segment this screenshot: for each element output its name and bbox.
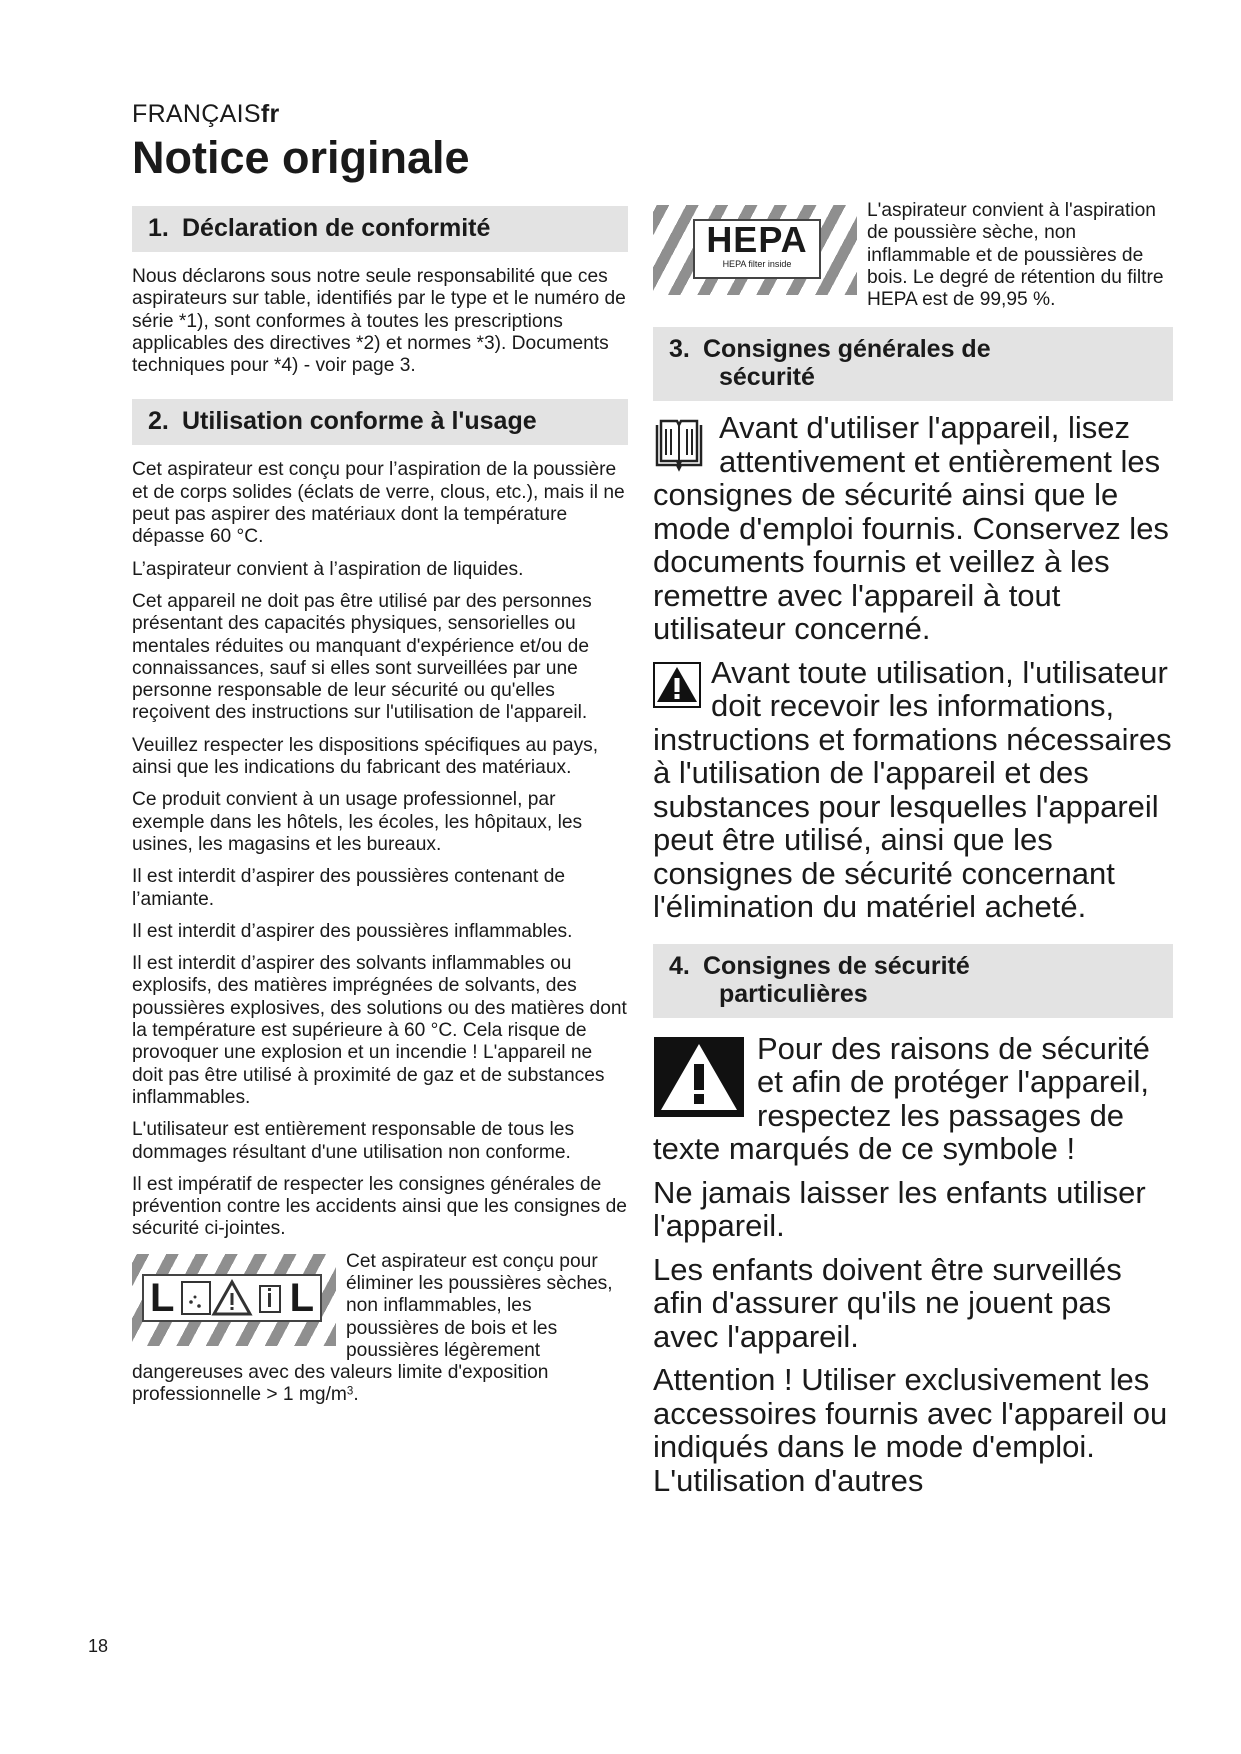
right-column — [653, 200, 1173, 1507]
l-class-text-body: Cet aspirateur est conçu pour éliminer les poussières sèches, non inflammables, les poussières de bois et les poussières légèrement dangereuses avec des valeurs limite d'exposition professionnelle > 1 mg/m — [132, 1250, 613, 1406]
section-4-title-line1: Consignes de sécurité — [703, 951, 970, 980]
section-1-paragraph: Nous déclarons sous notre seule responsabilité que ces aspirateurs sur table, identifiés par le type et le numéro de série *1), sont conformes à toutes les prescriptions applicables des directives *2) et normes *3). Documents techniques pour *4) - voir page 3. — [132, 266, 626, 377]
section-3-title-line1: Consignes générales de — [703, 335, 991, 364]
hepa-badge — [653, 205, 857, 295]
section-3-heading — [653, 327, 1173, 401]
section-2-paragraph: Il est interdit d’aspirer des poussières inflammables. — [132, 920, 573, 942]
section-2-paragraph: Cet aspirateur est conçu pour l’aspiration de la poussière et de corps solides (éclats de verre, clous, etc.), mais il ne peut pas aspirer des matériaux dont la température dépasse 60 °C. — [132, 459, 625, 548]
language-code: fr — [260, 100, 280, 128]
section-4-paragraph: Les enfants doivent être surveillés afin d'assurer qu'ils ne jouent pas avec l'appareil. — [653, 1251, 1122, 1354]
language-name: FRANÇAIS — [132, 100, 261, 128]
section-4-number: 4. — [669, 951, 690, 980]
warning-symbol-text: Pour des raisons de sécurité et afin de protéger l'appareil, respectez les passages de texte marqués de ce symbole ! — [653, 1030, 1150, 1167]
warning-small-icon — [653, 662, 701, 708]
hepa-badge-text: HEPA — [706, 219, 808, 260]
section-2-paragraph: Cet appareil ne doit pas être utilisé par des personnes présentant des capacités physiques, sensorielles ou mentales réduites ou manquant d'expérience et/ou de connaissances, sauf si elles sont surveillées par une personne responsable de leur sécurité ou qu'elles reçoivent des instructions sur l'utilisation de l'appareil. — [132, 590, 592, 724]
read-manual-block — [653, 411, 1173, 934]
section-2-paragraph: Il est interdit d’aspirer des poussières contenant de l’amiante. — [132, 866, 566, 910]
l-class-letter-left: L — [150, 1275, 175, 1320]
section-4-paragraph: Ne jamais laisser les enfants utiliser l'appareil. — [653, 1174, 1146, 1244]
section-1-heading — [132, 206, 628, 252]
section-1-title: Déclaration de conformité — [182, 214, 491, 242]
page-title: Notice originale — [132, 132, 470, 183]
section-2-paragraph: Il est impératif de respecter les consignes générales de prévention contre les accidents ainsi que les consignes de sécurité ci-jointes. — [132, 1173, 627, 1240]
section-2-paragraph: Il est interdit d’aspirer des solvants inflammables ou explosifs, des matières imprégnées de solvants, des poussières explosives, des solutions ou des matières dont la température est supérieure à 60 °C. Cela risque de provoquer une explosion et un incendie ! L'appareil ne doit pas être utilisé à proximité de gaz et de substances inflammables. — [132, 953, 627, 1108]
section-4-paragraph: Attention ! Utiliser exclusivement les accessoires fournis avec l'appareil ou indiqués dans le mode d'emploi. L'utilisation d'autres — [653, 1362, 1168, 1498]
l-class-text-end: . — [353, 1384, 359, 1406]
hepa-text: L'aspirateur convient à l'aspiration de poussière sèche, non inflammable et de poussières de bois. Le degré de rétention du filtre HEPA est de 99,95 %. — [867, 200, 1164, 311]
hepa-block — [653, 200, 1173, 311]
section-3-number: 3. — [669, 335, 690, 364]
dust-hazard-pictogram-icon — [180, 1278, 284, 1318]
section-2-paragraph: L’aspirateur convient à l’aspiration de liquides. — [132, 558, 524, 580]
read-manual-book-icon — [653, 417, 705, 475]
language-label — [132, 100, 279, 129]
l-class-block — [132, 1251, 628, 1407]
warning-large-icon — [653, 1036, 745, 1118]
section-1-number: 1. — [148, 214, 169, 242]
l-class-dust-badge — [132, 1254, 336, 1346]
section-4-title-line2: particulières — [719, 979, 868, 1008]
section-2-paragraph: Veuillez respecter les dispositions spécifiques au pays, ainsi que les indications du fabricant des matériaux. — [132, 734, 599, 779]
page-number: 18 — [88, 1636, 109, 1656]
section-4-body — [653, 1032, 1173, 1498]
section-3-title-line2: sécurité — [719, 363, 815, 392]
section-2-paragraph: L'utilisateur est entièrement responsable de tous les dommages résultant d'une utilisation non conforme. — [132, 1119, 575, 1163]
section-2-number: 2. — [148, 407, 169, 436]
section-2-heading — [132, 399, 628, 445]
left-column — [132, 206, 628, 1407]
hepa-badge-subtext: HEPA filter inside — [722, 259, 792, 269]
l-class-letter-right: L — [289, 1275, 314, 1320]
training-notice-text: Avant toute utilisation, l'utilisateur doit recevoir les informations, instructions et formations nécessaires à l'utilisation de l'appareil et des substances pour lesquelles l'appareil peut être utilisé, ainsi que les consignes de sécurité concernant l'élimination du matériel acheté. — [653, 654, 1172, 925]
section-2-title: Utilisation conforme à l'usage — [182, 407, 537, 436]
read-manual-text: Avant d'utiliser l'appareil, lisez attentivement et entièrement les consignes de sécurité ainsi que le mode d'emploi fournis. Conservez les documents fournis et veillez à les remettre avec l'appareil à tout utilisateur concerné. — [653, 410, 1169, 647]
section-2-paragraph: Ce produit convient à un usage professionnel, par exemple dans les hôtels, les écoles, les hôpitaux, les usines, les magasins et les bureaux. — [132, 789, 583, 855]
section-4-heading — [653, 944, 1173, 1018]
l-class-text-superscript: 3 — [346, 1385, 354, 1398]
